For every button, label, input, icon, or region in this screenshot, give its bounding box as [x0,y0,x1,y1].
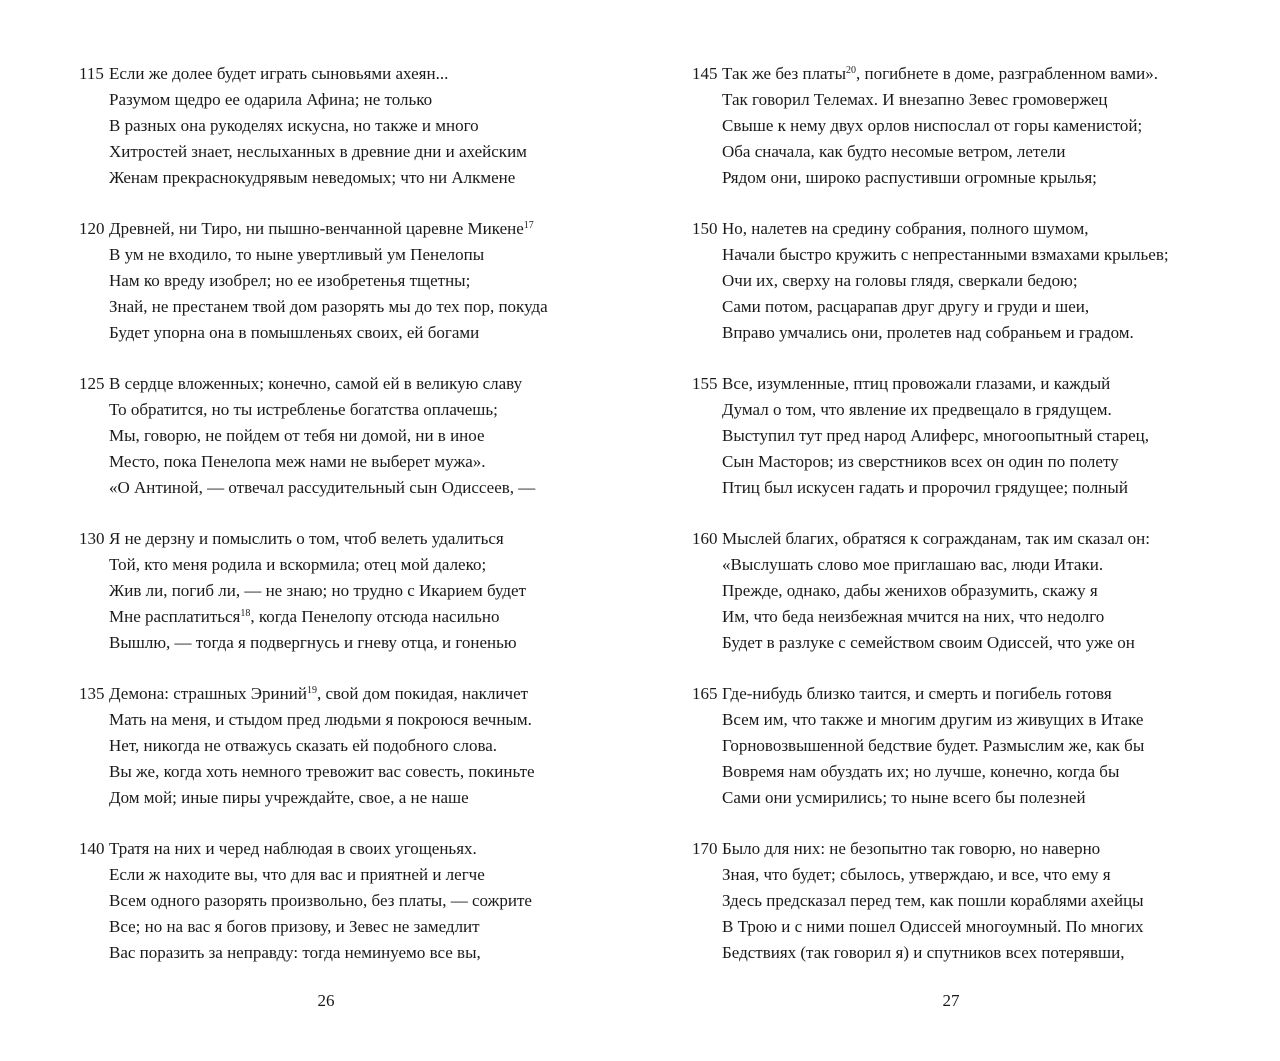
verse-text: Им, что беда неизбежная мчится на них, что недолго [722,607,1105,626]
verse-text: Так же без платы [722,64,847,83]
verse-text: Вы же, когда хоть немного тревожит вас совесть, покиньте [109,762,535,781]
verse-line [79,707,548,733]
verse-text: Всем им, что также и многим другим из живущих в Итаке [722,710,1144,729]
verse-line [692,87,1169,113]
verse-text: Жив ли, погиб ли, — не знаю; но трудно с Икарием будет [109,581,527,600]
verse-text: Сами потом, расцарапав друг другу и груди и шеи, [722,297,1090,316]
verse-line [692,604,1169,630]
stanza [692,836,1169,966]
verse-line [79,216,548,242]
verse-line [692,759,1169,785]
line-number: 150 [692,219,718,238]
verse-text: Мыслей благих, обратяся к согражданам, так им сказал он: [722,529,1150,548]
stanza [692,216,1169,346]
verse-line [692,268,1169,294]
verse-line [79,578,548,604]
verse-text: , когда Пенелопу отсюда насильно [250,607,500,626]
verse-line [79,242,548,268]
verse-line [692,139,1169,165]
verse-line [692,165,1169,191]
verse-text: Дом мой; иные пиры учреждайте, свое, а не наше [109,788,469,807]
stanza [79,216,548,346]
verse-text: Тратя на них и черед наблюдая в своих угощеньях. [109,839,477,858]
verse-line [692,733,1169,759]
right-page [640,0,1280,1061]
verse-line [79,604,548,630]
footnote-ref: 18 [240,608,251,619]
verse-line [692,216,1169,242]
verse-line [79,759,548,785]
verse-line [692,371,1169,397]
verse-text: Той, кто меня родила и вскормила; отец мой далеко; [109,555,487,574]
verse-text: Все; но на вас я богов призову, и Зевес не замедлит [109,917,480,936]
verse-line [692,242,1169,268]
verse-text: Свыше к нему двух орлов ниспослал от горы каменистой; [722,116,1143,135]
verse-text: То обратится, но ты истребленье богатства оплачешь; [109,400,498,419]
verse-line [692,707,1169,733]
stanza [692,371,1169,501]
verse-line [692,862,1169,888]
verse-text: Сами они усмирились; то ныне всего бы полезней [722,788,1086,807]
verse-line [79,61,548,87]
verse-text: Прежде, однако, дабы женихов образумить, скажу я [722,581,1098,600]
verse-text: «О Антиной, — отвечал рассудительный сын Одиссеев, — [109,478,536,497]
verse-line [692,630,1169,656]
verse-line [79,139,548,165]
verse-text: Если же долее будет играть сыновьями ахеян... [109,64,449,83]
verse-text: Мы, говорю, не пойдем от тебя ни домой, ни в иное [109,426,485,445]
verse-line [692,681,1169,707]
verse-text: Горновозвышенной бедствие будет. Размыслим же, как бы [722,736,1145,755]
verse-text: Где-нибудь близко таится, и смерть и погибель готовя [722,684,1112,703]
verse-text: Я не дерзну и помыслить о том, чтоб велеть удалиться [109,529,504,548]
verse-line [79,888,548,914]
verse-line [692,423,1169,449]
stanza [79,371,548,501]
verse-text: Было для них: не безопытно так говорю, но наверно [722,839,1101,858]
verse-text: Так говорил Телемах. И внезапно Зевес громовержец [722,90,1108,109]
verse-text: Будет упорна она в помышленьях своих, ей богами [109,323,480,342]
verse-text: Нет, никогда не отважусь сказать ей подобного слова. [109,736,498,755]
stanza [692,61,1169,191]
verse-line [692,836,1169,862]
verse-line [79,371,548,397]
verse-line [692,320,1169,346]
poem-text [692,61,1169,966]
verse-line [692,552,1169,578]
verse-line [692,888,1169,914]
verse-text: Сын Масторов; из сверстников всех он один по полету [722,452,1119,471]
stanza [692,681,1169,811]
verse-text: Вас поразить за неправду: тогда неминуемо все вы, [109,943,481,962]
verse-text: Но, налетев на средину собрания, полного шумом, [722,219,1089,238]
verse-text: Все, изумленные, птиц провожали глазами, и каждый [722,374,1111,393]
verse-line [79,113,548,139]
verse-text: В ум не входило, то ныне увертливый ум Пенелопы [109,245,485,264]
verse-text: Здесь предсказал перед тем, как пошли кораблями ахейцы [722,891,1144,910]
line-number: 120 [79,219,105,238]
verse-text: «Выслушать слово мое приглашаю вас, люди Итаки. [722,555,1104,574]
line-number: 145 [692,64,718,83]
verse-line [79,294,548,320]
verse-line [692,61,1169,87]
stanza [692,526,1169,656]
verse-text: Птиц был искусен гадать и пророчил грядущее; полный [722,478,1128,497]
verse-line [79,733,548,759]
verse-text: , свой дом покидая, накличет [316,684,529,703]
verse-text: Вовремя нам обуздать их; но лучше, конечно, когда бы [722,762,1120,781]
verse-text: Демона: страшных Эриний [109,684,307,703]
line-number: 155 [692,374,718,393]
verse-line [692,578,1169,604]
verse-line [692,397,1169,423]
verse-line [79,940,548,966]
line-number: 125 [79,374,105,393]
verse-line [79,475,548,501]
line-number: 135 [79,684,105,703]
verse-text: Женам прекраснокудрявым неведомых; что ни Алкмене [109,168,516,187]
verse-text: Зная, что будет; сбылось, утверждаю, и все, что ему я [722,865,1111,884]
stanza [79,681,548,811]
line-number: 170 [692,839,718,858]
stanza [79,61,548,191]
verse-text: Древней, ни Тиро, ни пышно-венчанной царевне Микене [109,219,524,238]
verse-line [79,423,548,449]
verse-text: Вправо умчались они, пролетев над собраньем и градом. [722,323,1134,342]
verse-line [692,113,1169,139]
verse-line [79,914,548,940]
verse-line [79,630,548,656]
verse-text: Если ж находите вы, что для вас и приятней и легче [109,865,485,884]
verse-text: Будет в разлуке с семейством своим Одиссей, что уже он [722,633,1135,652]
verse-line [692,914,1169,940]
verse-line [79,526,548,552]
verse-line [79,268,548,294]
verse-line [79,165,548,191]
verse-line [79,552,548,578]
line-number: 160 [692,529,718,548]
verse-text: В разных она рукоделях искусна, но также и много [109,116,479,135]
verse-text: Знай, не престанем твой дом разорять мы до тех пор, покуда [109,297,548,316]
line-number: 130 [79,529,105,548]
page-number: 27 [942,991,960,1010]
verse-line [692,940,1169,966]
poem-text [79,61,548,966]
verse-line [79,836,548,862]
footnote-ref: 19 [306,685,317,696]
stanza [79,526,548,656]
line-number: 115 [79,64,104,83]
verse-text: Начали быстро кружить с непрестанными взмахами крыльев; [722,245,1169,264]
verse-text: Оба сначала, как будто несомые ветром, летели [722,142,1066,161]
verse-text: , погибнете в доме, разграбленном вами». [856,64,1158,83]
line-number: 165 [692,684,718,703]
verse-text: Выступил тут пред народ Алиферс, многоопытный старец, [722,426,1150,445]
verse-line [79,87,548,113]
page-number: 26 [317,991,335,1010]
verse-line [79,449,548,475]
verse-text: Бедствиях (так говорил я) и спутников всех потерявши, [722,943,1125,962]
stanza [79,836,548,966]
verse-text: Очи их, сверху на головы глядя, сверкали бедою; [722,271,1078,290]
verse-line [692,449,1169,475]
verse-text: Место, пока Пенелопа меж нами не выберет мужа». [109,452,486,471]
verse-text: Рядом они, широко распустивши огромные крылья; [722,168,1097,187]
line-number: 140 [79,839,105,858]
verse-text: Нам ко вреду изобрел; но ее изобретенья тщетны; [109,271,471,290]
verse-text: В сердце вложенных; конечно, самой ей в великую славу [109,374,523,393]
verse-line [79,681,548,707]
verse-text: Думал о том, что явление их предвещало в грядущем. [722,400,1112,419]
verse-line [692,785,1169,811]
verse-text: Хитростей знает, неслыханных в древние дни и ахейским [109,142,527,161]
footnote-ref: 17 [523,220,534,231]
verse-line [79,397,548,423]
verse-text: Разумом щедро ее одарила Афина; не только [109,90,433,109]
verse-text: Мне расплатиться [109,607,241,626]
verse-line [79,320,548,346]
verse-text: Мать на меня, и стыдом пред людьми я покроюся вечным. [109,710,532,729]
verse-line [79,785,548,811]
verse-line [79,862,548,888]
footnote-ref: 20 [846,65,857,76]
verse-text: Всем одного разорять произвольно, без платы, — сожрите [109,891,532,910]
verse-text: Вышлю, — тогда я подвергнусь и гневу отца, и гоненью [109,633,517,652]
verse-line [692,526,1169,552]
verse-line [692,475,1169,501]
verse-text: В Трою и с ними пошел Одиссей многоумный. По многих [722,917,1144,936]
verse-line [692,294,1169,320]
